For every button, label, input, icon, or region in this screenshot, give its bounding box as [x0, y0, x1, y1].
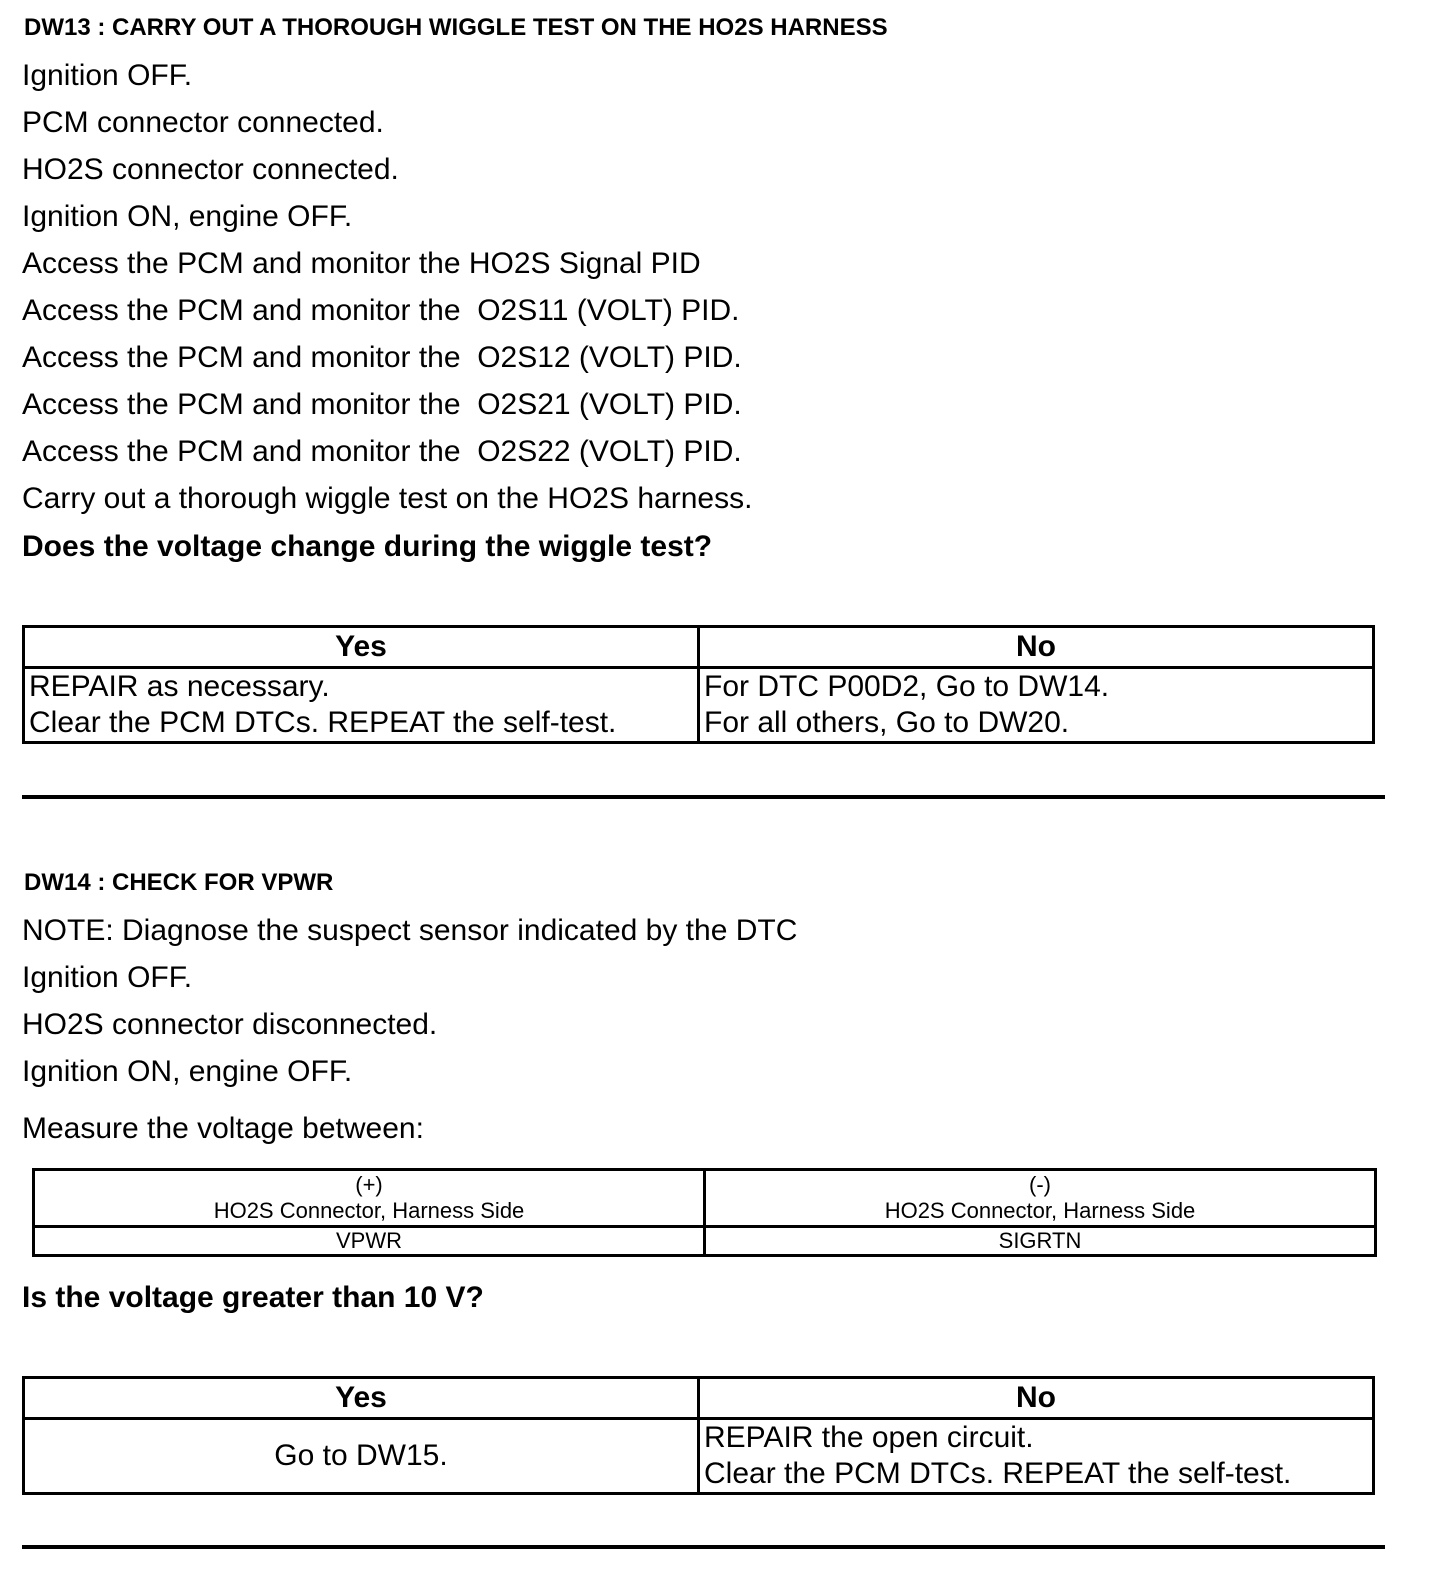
no-line: For DTC P00D2, Go to DW14.: [704, 670, 1110, 703]
neg-label: HO2S Connector, Harness Side: [884, 1198, 1196, 1223]
divider: [22, 795, 1385, 799]
step: Access the PCM and monitor the O2S21 (VOLT) PID.: [22, 388, 742, 421]
no-line: REPAIR the open circuit.: [704, 1421, 1034, 1454]
yes-line: Clear the PCM DTCs. REPEAT the self-test.: [29, 706, 617, 739]
dw13-result-table: [22, 625, 1375, 744]
step: Ignition ON, engine OFF.: [22, 1055, 353, 1088]
no-cell: [699, 668, 1374, 743]
step: Carry out a thorough wiggle test on the HO2S harness.: [22, 482, 753, 515]
no-cell: [699, 1419, 1374, 1494]
step: Measure the voltage between:: [22, 1112, 424, 1145]
neg-sign: (-): [1029, 1172, 1051, 1197]
dw14-title: DW14 : CHECK FOR VPWR: [24, 869, 334, 896]
step: Ignition OFF.: [22, 59, 193, 92]
neg-pin: SIGRTN: [705, 1227, 1376, 1256]
yes-header: Yes: [24, 627, 699, 668]
step: NOTE: Diagnose the suspect sensor indicated by the DTC: [22, 914, 798, 947]
step: HO2S connector disconnected.: [22, 1008, 438, 1041]
neg-cell: [705, 1170, 1376, 1227]
divider: [22, 1545, 1385, 1549]
step: Access the PCM and monitor the O2S12 (VOLT) PID.: [22, 341, 742, 374]
pos-label: HO2S Connector, Harness Side: [213, 1198, 525, 1223]
step: Access the PCM and monitor the HO2S Signal PID: [22, 247, 701, 280]
yes-cell: [24, 668, 699, 743]
no-line: Clear the PCM DTCs. REPEAT the self-test.: [704, 1457, 1292, 1490]
no-header: No: [699, 1378, 1374, 1419]
dw13-question: Does the voltage change during the wiggle test?: [22, 530, 713, 563]
step: Access the PCM and monitor the O2S11 (VOLT) PID.: [22, 294, 740, 327]
pos-cell: [34, 1170, 705, 1227]
yes-line: REPAIR as necessary.: [29, 670, 330, 703]
dw14-question: Is the voltage greater than 10 V?: [22, 1281, 484, 1314]
step: HO2S connector connected.: [22, 153, 399, 186]
dw13-title: DW13 : CARRY OUT A THOROUGH WIGGLE TEST ON THE HO2S HARNESS: [24, 14, 888, 41]
yes-header: Yes: [24, 1378, 699, 1419]
pos-pin: VPWR: [34, 1227, 705, 1256]
step: Ignition ON, engine OFF.: [22, 200, 353, 233]
yes-cell: Go to DW15.: [24, 1419, 699, 1494]
no-line: For all others, Go to DW20.: [704, 706, 1070, 739]
step: Access the PCM and monitor the O2S22 (VOLT) PID.: [22, 435, 742, 468]
dw14-result-table: [22, 1376, 1375, 1495]
step: PCM connector connected.: [22, 106, 384, 139]
no-header: No: [699, 627, 1374, 668]
step: Ignition OFF.: [22, 961, 193, 994]
pos-sign: (+): [355, 1172, 383, 1197]
measure-table: [32, 1168, 1377, 1257]
